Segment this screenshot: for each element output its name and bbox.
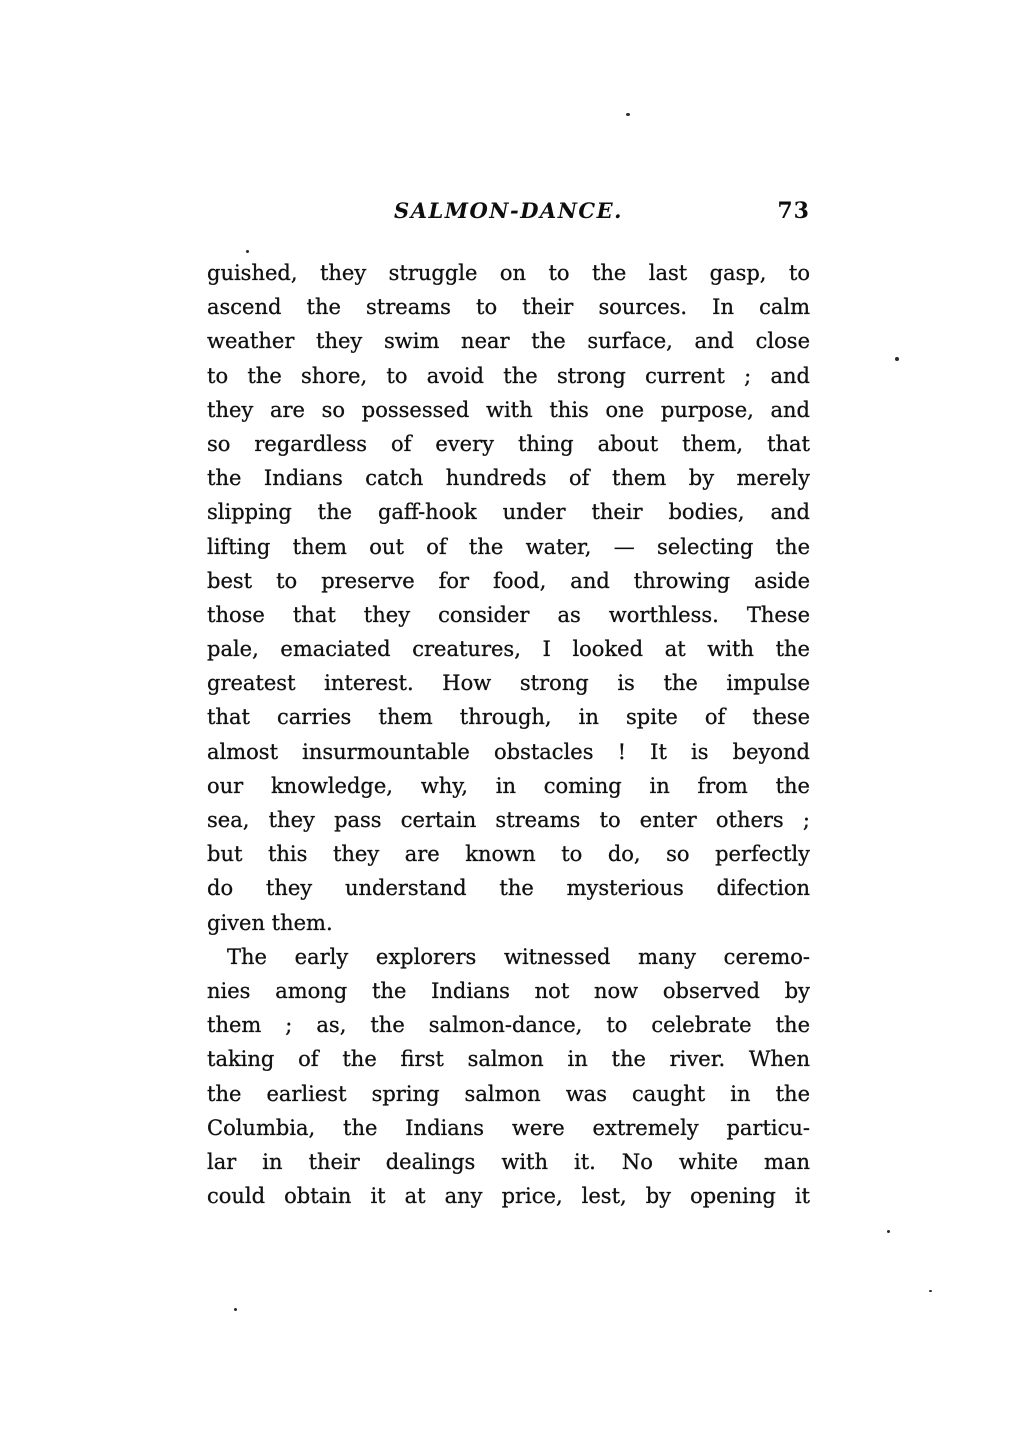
text-line: the earliest spring salmon was caught in the — [207, 1081, 810, 1106]
text-line: ascend the streams to their sources. In calm — [207, 295, 810, 320]
text-line: given them. — [207, 910, 333, 935]
text-line: our knowledge, why, in coming in from the — [207, 773, 810, 798]
text-line: weather they swim near the surface, and close — [207, 329, 810, 354]
text-line: taking of the first salmon in the river. When — [207, 1047, 810, 1072]
text-line: nies among the Indians not now observed by — [207, 978, 810, 1003]
text-line: those that they consider as worthless. These — [207, 602, 810, 627]
page-header — [207, 196, 810, 226]
text-line: sea, they pass certain streams to enter others ; — [207, 808, 810, 832]
scan-speck — [895, 357, 899, 361]
text-line: the Indians catch hundreds of them by merely — [207, 466, 810, 491]
text-line: almost insurmountable obstacles ! It is beyond — [207, 739, 810, 764]
text-line: to the shore, to avoid the strong current ; and — [207, 363, 810, 388]
text-line: lar in their dealings with it. No white man — [207, 1149, 810, 1174]
text-line: best to preserve for food, and throwing aside — [207, 568, 810, 593]
text-line: lifting them out of the water, — selecting the — [207, 534, 810, 559]
scan-speck — [246, 250, 249, 253]
scan-speck — [929, 1290, 932, 1292]
scan-speck — [234, 1308, 237, 1311]
text-line: guished, they struggle on to the last gasp, to — [207, 261, 810, 285]
running-head-title: SALMON-DANCE. — [394, 198, 623, 223]
page-number: 73 — [777, 198, 810, 224]
text-line: they are so possessed with this one purpose, and — [207, 397, 810, 422]
scan-speck — [887, 1230, 890, 1233]
text-line: slipping the gaff-hook under their bodies, and — [207, 500, 810, 525]
text-line: greatest interest. How strong is the impulse — [207, 671, 810, 696]
text-line: them ; as, the salmon-dance, to celebrate the — [207, 1013, 810, 1038]
body-text — [207, 256, 810, 1213]
text-line: that carries them through, in spite of these — [207, 705, 810, 730]
text-line: so regardless of every thing about them, that — [207, 431, 810, 456]
text-line: do they understand the mysterious difection — [207, 876, 810, 901]
text-line: but this they are known to do, so perfectly — [207, 842, 810, 867]
text-line: The early explorers witnessed many ceremo- — [227, 944, 810, 969]
scan-speck — [626, 113, 630, 116]
text-line: Columbia, the Indians were extremely particu- — [207, 1115, 810, 1140]
text-line: could obtain it at any price, lest, by opening it — [207, 1184, 810, 1209]
text-line: pale, emaciated creatures, I looked at with the — [207, 637, 810, 662]
